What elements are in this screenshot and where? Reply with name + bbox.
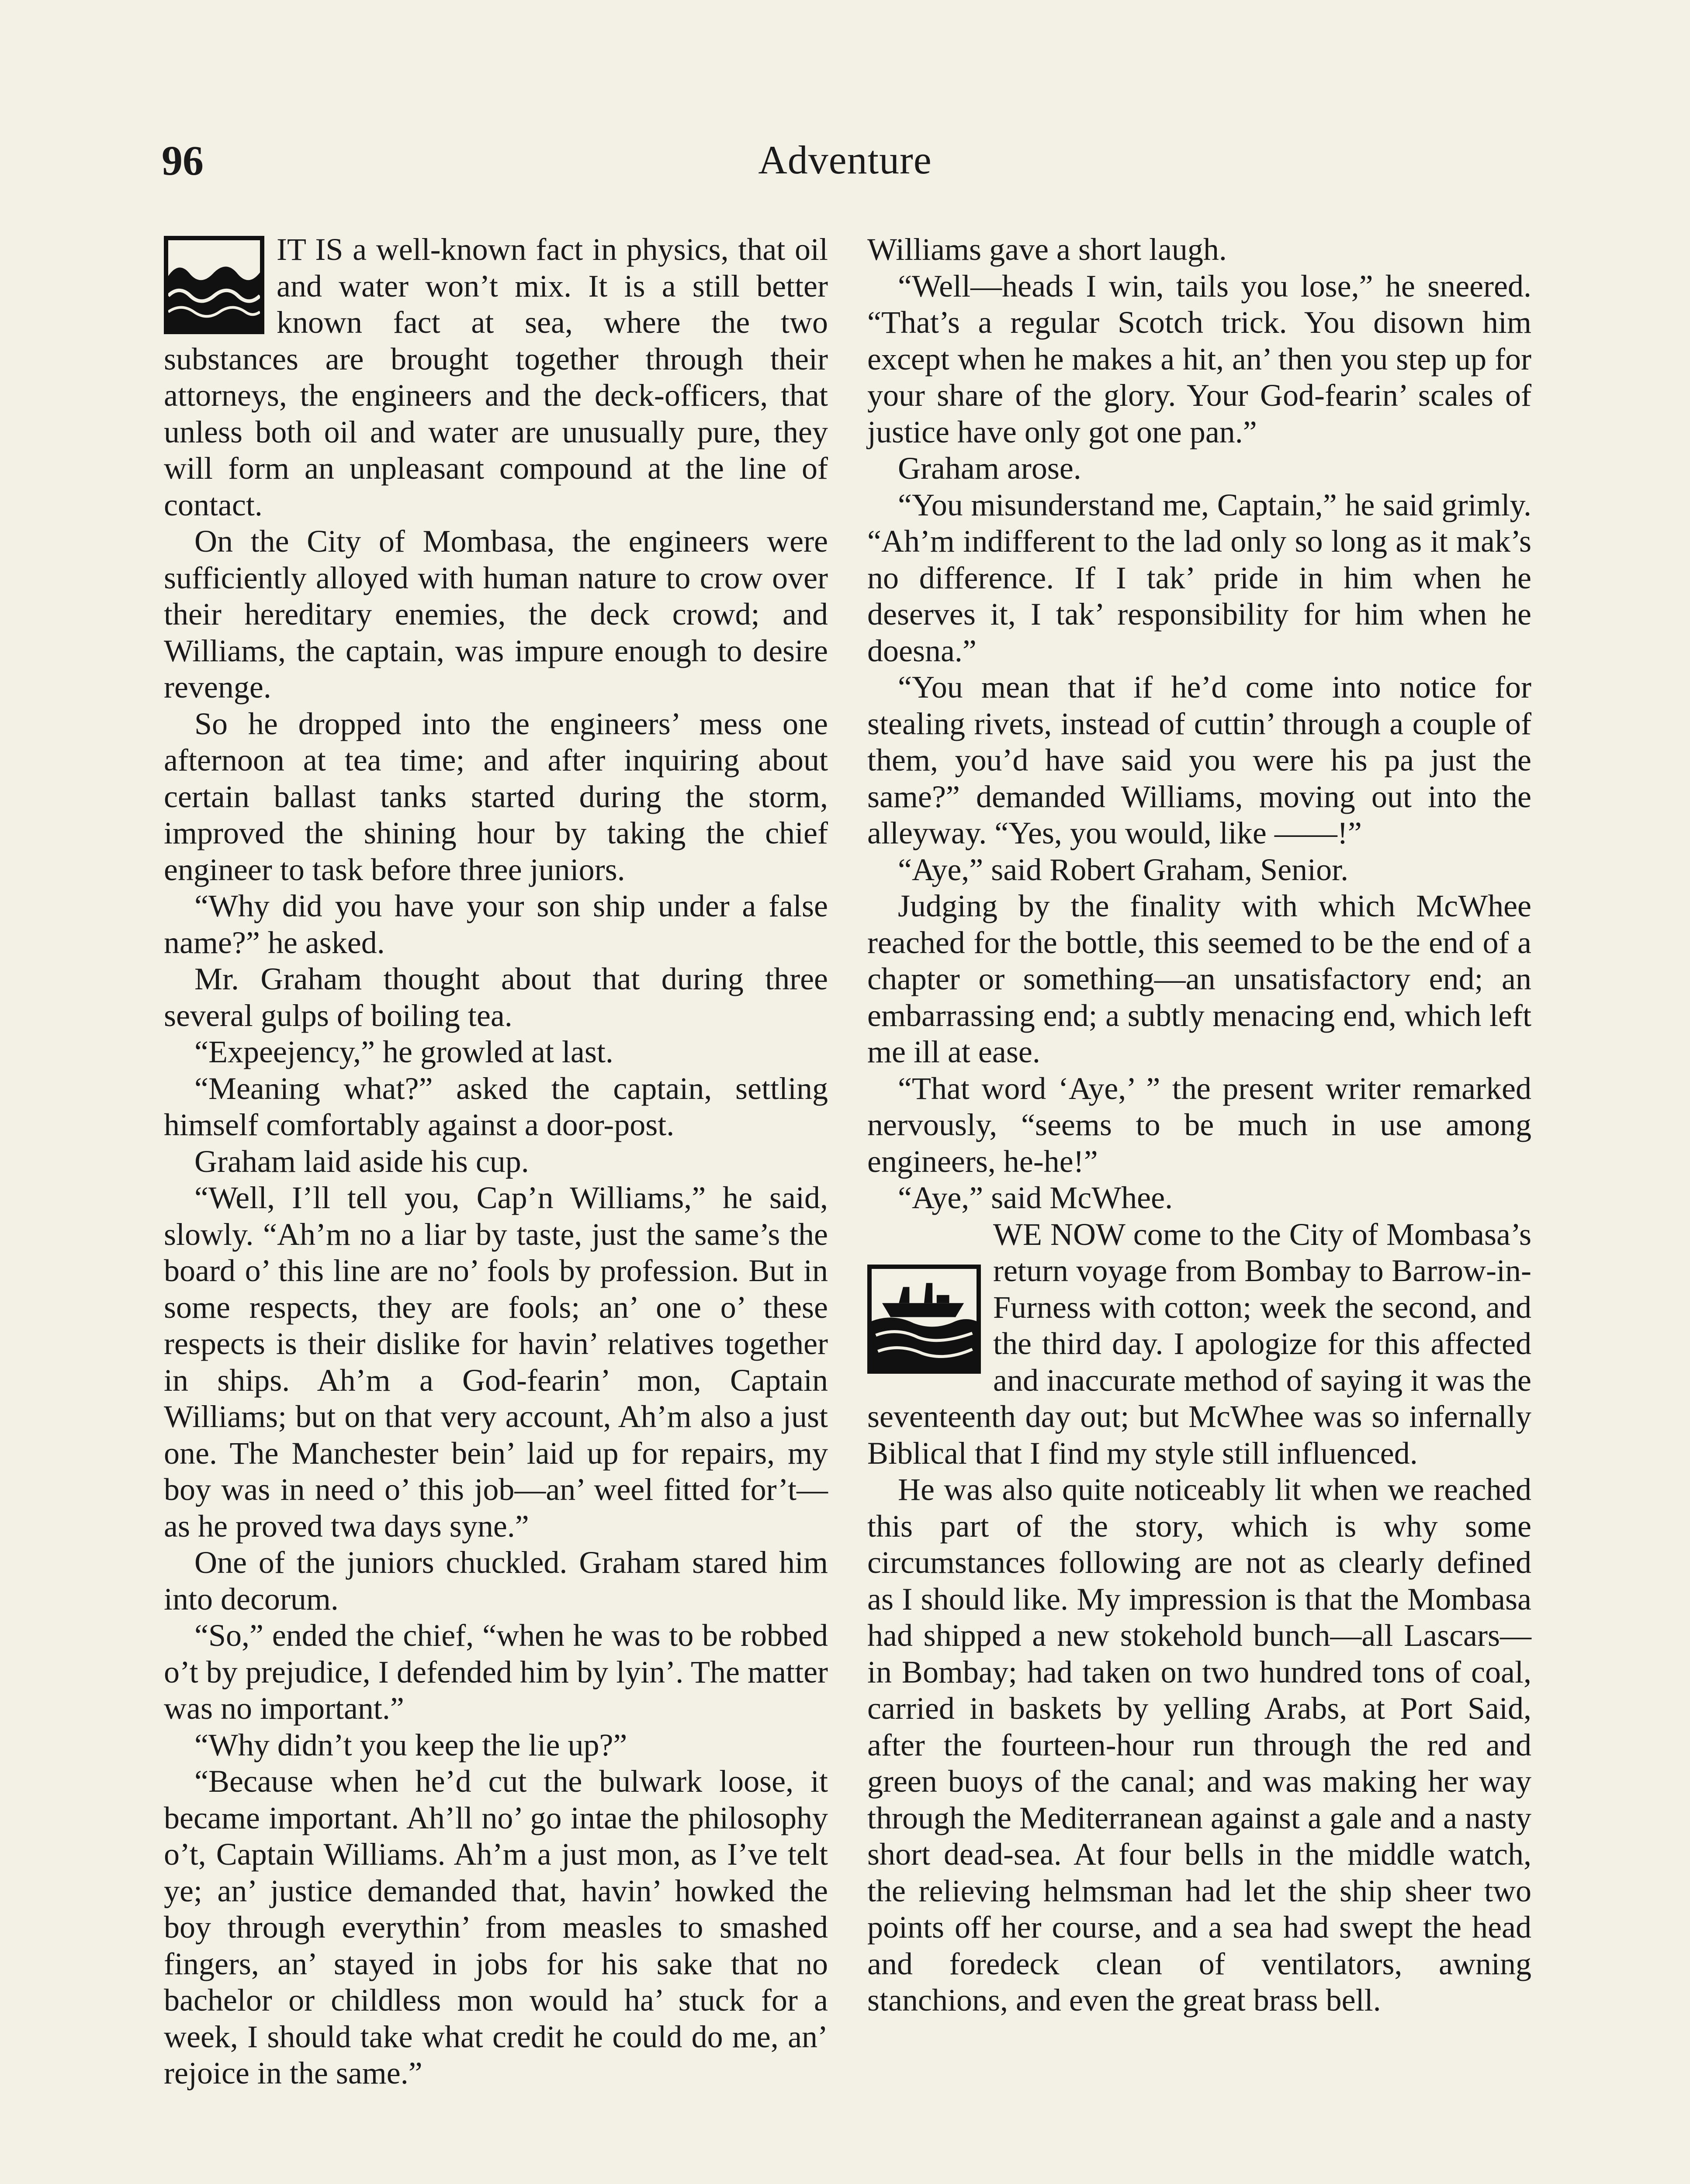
- paragraph: One of the juniors chuckled. Graham stared him into decorum.: [164, 1545, 828, 1617]
- paragraph: Mr. Graham thought about that during three several gulps of boiling tea.: [164, 961, 828, 1033]
- running-title: Adventure: [758, 138, 932, 182]
- paragraph: “Why didn’t you keep the lie up?”: [194, 1727, 627, 1762]
- paragraph: “Well—heads I win, tails you lose,” he sneered. “That’s a regular Scotch trick. You disown him except when he makes a hit, an’ then you step up for your share of the glory. Your God-fearin’ scales of justice have only got one pan.”: [867, 268, 1531, 449]
- paragraph: “You misunderstand me, Captain,” he said grimly. “Ah’m indifferent to the lad only so long as it mak’s no difference. If I tak’ pride in him when he deserves it, I tak’ responsibility for him when he doesna.”: [867, 487, 1531, 668]
- paragraph: He was also quite noticeably lit when we reached this part of the story, which is why some circumstances following are not as clearly defined as I should like. My impression is that the Mombasa had shipped a new stokehold bunch—all Lascars—in Bombay; had taken on two hundred tons of coal, carried in baskets by yelling Arabs, at Port Said, after the fourteen-hour run through the red and green buoys of the canal; and was making her way through the Mediterranean against a gale and a nasty short dead-sea. At four bells in the middle watch, the relieving helmsman had let the ship sheer two points off her course, and a sea had swept the head and foredeck clean of ventilators, awning stanchions, and even the great brass bell.: [867, 1472, 1531, 2018]
- paragraph: “Because when he’d cut the bulwark loose, it became important. Ah’ll no’ go intae the philosophy o’t, Captain Williams. Ah’m a just mon, as I’ve telt ye; an’ justice demanded that, havin’ howked the boy through everythin’ from measles to smashed fingers, an’ stayed in jobs for his sake that no bachelor or childless mon would ha’ stuck for a week, I should take what credit he could do me, an’ rejoice in the same.”: [164, 1764, 828, 2091]
- paragraph: “Expeejency,” he growled at last.: [194, 1034, 613, 1069]
- paragraph: “You mean that if he’d come into notice for stealing rivets, instead of cuttin’ through a couple of them, you’d have said you were his pa just the same?” demanded Williams, moving out into the alleyway. “Yes, you would, like ——!”: [867, 670, 1531, 850]
- paragraph: “That word ‘Aye,’ ” the present writer remarked nervously, “seems to be much in use among engineers, he-he!”: [867, 1071, 1531, 1179]
- paragraph: “So,” ended the chief, “when he was to be robbed o’t by prejudice, I defended him by lyin’. The matter was no important.”: [164, 1618, 828, 1726]
- paragraph: “Well, I’ll tell you, Cap’n Williams,” he said, slowly. “Ah’m no a liar by taste, just the same’s the board o’ this line are no’ fools by profession. But in some respects, they are fools; an’ one o’ these respects is their dislike for havin’ relatives together in ships. Ah’m a God-fearin’ mon, Captain Williams; but on that very account, Ah’m also a just one. The Manchester bein’ laid up for repairs, my boy was in need o’ this job—an’ weel fitted for’t—as he proved twa days syne.”: [164, 1180, 828, 1544]
- paragraph: So he dropped into the engineers’ mess one afternoon at tea time; and after inquiring about certain ballast tanks started during the storm, improved the shining hour by taking the chief engineer to task before three juniors.: [164, 706, 828, 887]
- paragraph: WE NOW come to the City of Mombasa’s return voyage from Bombay to Barrow-in-Furness with cotton; week the second, and the third day. I apologize for this affected and inaccurate method of saying it was the seventeenth day out; but McWhee was so infernally Biblical that I find my style still influenced.: [867, 1216, 1531, 1471]
- paragraph: “Aye,” said McWhee.: [898, 1180, 1173, 1215]
- left-column: [164, 232, 828, 2092]
- paragraph: Graham arose.: [898, 451, 1081, 486]
- paragraph: “Meaning what?” asked the captain, settling himself comfortably against a door-post.: [164, 1071, 828, 1142]
- paragraph: Williams gave a short laugh.: [867, 232, 1227, 267]
- ship-icon: [867, 1265, 981, 1374]
- page-number: 96: [162, 137, 204, 184]
- wave-icon: [164, 236, 264, 334]
- paragraph: IT IS a well-known fact in physics, that oil and water won’t mix. It is a still better known fact at sea, where the two substances are brought together through their attorneys, the engineers and the deck-officers, that unless both oil and water are unusually pure, they will form an unpleasant compound at the line of contact.: [164, 232, 828, 522]
- paragraph: Judging by the finality with which McWhee reached for the bottle, this seemed to be the end of a chapter or something—an unsatisfactory end; an embarrassing end; a subtly menacing end, which left me ill at ease.: [867, 888, 1531, 1069]
- paragraph: “Why did you have your son ship under a false name?” he asked.: [164, 888, 828, 960]
- page-header: [0, 137, 1690, 197]
- paragraph: Graham laid aside his cup.: [194, 1144, 529, 1179]
- paragraph: “Aye,” said Robert Graham, Senior.: [898, 852, 1349, 887]
- paragraph: On the City of Mombasa, the engineers were sufficiently alloyed with human nature to crow over their hereditary enemies, the deck crowd; and Williams, the captain, was impure enough to desire revenge.: [164, 524, 828, 705]
- right-column: [867, 232, 1531, 2019]
